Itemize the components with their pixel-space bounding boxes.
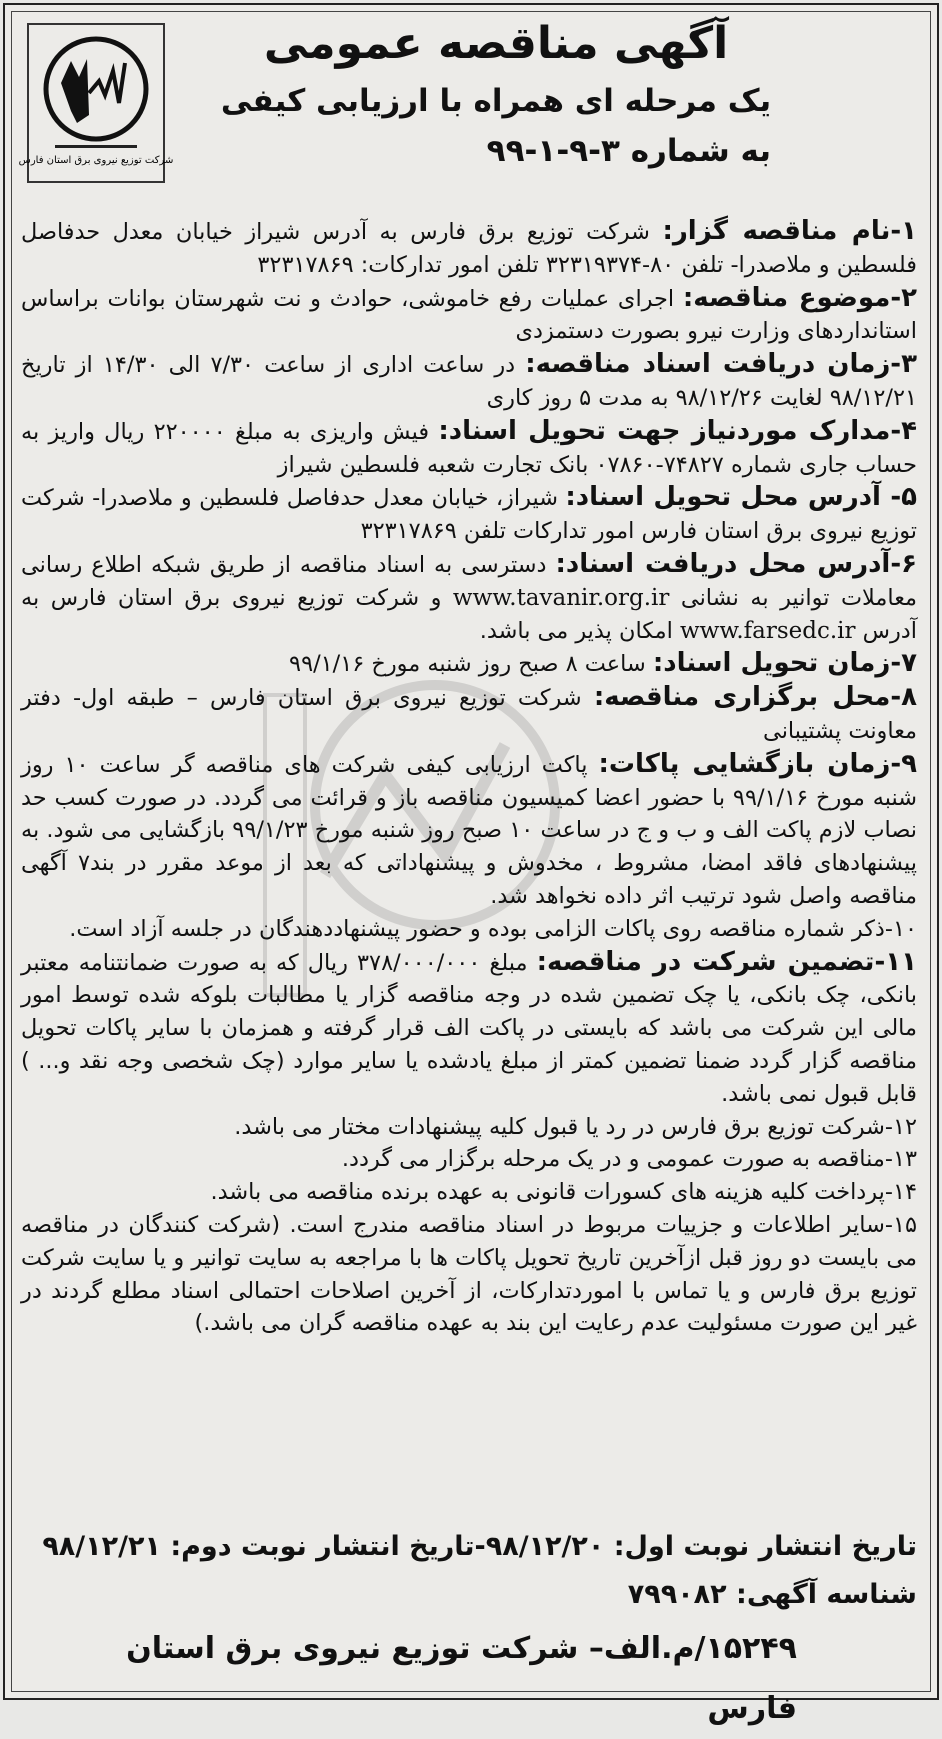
page-title: آگهی مناقصه عمومی bbox=[263, 18, 729, 69]
lightning-wave-icon bbox=[89, 63, 125, 103]
notice-body bbox=[21, 215, 917, 1340]
item-9: ۹-زمان بازگشایی پاکات: پاکت ارزیابی کیفی شرکت های مناقصه گر ساعت ۱۰ روز شنبه مورخ ۹۹/۱/۱۶ با حضور اعضا کمیسیون مناقصه باز و قرائت می گردد. در صورت کسب حد نصاب لازم پاکت الف و ب و ج در ساعت ۱۰ صبح روز شنبه مورخ ۹۹/۱/۲۳ بازگشایی می شود. به پیشنهادهای فاقد امضا، مشروط ، مخدوش و پیشنهاداتی که بعد از موعد مقرر در بند۷ آگهی مناقصه واصل شود ترتیب اثر داده نخواهد شد. bbox=[21, 748, 917, 909]
item-2: ۲-موضوع مناقصه: اجرای عملیات رفع خاموشی، حوادث و نت شهرستان بوانات براساس استانداردهای وزارت نیرو بصورت دستمزدی bbox=[21, 282, 917, 345]
item-8: ۸-محل برگزاری مناقصه: شرکت توزیع نیروی برق استان فارس – طبقه اول- دفتر معاونت پشتیبانی bbox=[21, 682, 917, 744]
item-6: ۶-آدرس محل دریافت اسناد: دسترسی به اسناد مناقصه از طریق شبکه اطلاع رسانی معاملات توانیر به نشانی www.tavanir.org.ir و شرکت توزیع نیروی برق استان فارس به آدرس www.farsedc.ir امکان پذیر می باشد. bbox=[21, 548, 917, 644]
logo-caption: شرکت توزیع نیروی برق استان فارس bbox=[18, 155, 174, 166]
item-5: ۵- آدرس محل تحویل اسناد: شیراز، خیابان معدل حدفاصل فلسطین و ملاصدرا- شرکت توزیع نیروی برق استان فارس امور تدارکات تلفن ۳۲۳۱۷۸۶۹ bbox=[21, 482, 917, 545]
item-14: ۱۴-پرداخت کلیه هزینه های کسورات قانونی به عهده برنده مناقصه می باشد. bbox=[210, 1179, 917, 1206]
item-4: ۴-مدارک موردنیاز جهت تحویل اسناد: فیش واریزی به مبلغ ۲۲۰۰۰۰ ریال واریز به حساب جاری شماره ۷۴۸۲۷-۰۷۸۶۰ بانک تجارت شعبه فلسطین شیراز bbox=[21, 415, 917, 478]
header bbox=[161, 13, 901, 175]
company-logo bbox=[18, 23, 174, 183]
ad-id: شناسه آگهی: ۷۹۹۰۸۲ bbox=[627, 1579, 917, 1610]
item-12: ۱۲-شرکت توزیع برق فارس در رد یا قبول کلیه پیشنهادات مختار می باشد. bbox=[234, 1113, 917, 1140]
item-1: ۱-نام مناقصه گزار: شرکت توزیع برق فارس به آدرس شیراز خیابان معدل حدفاصل فلسطین و ملاصدرا- تلفن ۸۰-۳۲۳۱۹۳۷۴ تلفن امور تدارکات: ۳۲۳۱۷۸۶۹ bbox=[21, 216, 918, 278]
tender-number: به شماره ۳-۹-۱-۹۹ bbox=[486, 133, 771, 169]
signature-line: ۱۵۲۴۹/م.الف– شرکت توزیع نیروی برق استان فارس bbox=[126, 1631, 797, 1726]
farsedc-url: www.farsedc.ir bbox=[679, 617, 856, 644]
page-subtitle: یک مرحله ای همراه با ارزیابی کیفی bbox=[220, 83, 772, 119]
tender-notice bbox=[3, 3, 939, 1726]
item-11: ۱۱-تضمین شرکت در مناقصه: مبلغ ۳۷۸/۰۰۰/۰۰۰ ریال که به صورت ضمانتنامه معتبر بانکی، چک بانکی، یا چک تضمین شده در وجه مناقصه گزار یا مطالبات بلوکه شده توسط امور مالی این شرکت می باشد که بایستی در پاکت الف قرار گرفته و همزمان با سایر پاکات تحویل مناقصه گزار گردد ضمنا تضمین کمتر از مبلغ یادشده یا سایر موارد (چک شخصی وجه نقد و... ) قابل قبول نمی باشد. bbox=[21, 946, 917, 1107]
publish-dates: تاریخ انتشار نوبت اول: ۹۸/۱۲/۲۰-تاریخ انتشار نوبت دوم: ۹۸/۱۲/۲۱ bbox=[42, 1531, 917, 1562]
footer bbox=[35, 1523, 917, 1739]
item-13: ۱۳-مناقصه به صورت عمومی و در یک مرحله برگزار می گردد. bbox=[341, 1146, 917, 1173]
item-15: ۱۵-سایر اطلاعات و جزییات مربوط در اسناد مناقصه مندرج است. (شرکت کنندگان در مناقصه می بایست دو روز قبل ازآخرین تاریخ تحویل پاکات ها با مراجعه به سایت توانیر و یا سایت شرکت توزیع برق فارس و یا تماس با اموردتدارکات، از آخرین اصلاحات احتمالی اسناد مطلع گردند در غیر این صورت مسئولیت عدم رعایت این بند به عهده مناقصه گران می باشد.) bbox=[21, 1211, 917, 1337]
item-3: ۳-زمان دریافت اسناد مناقصه: در ساعت اداری از ساعت ۷/۳۰ الی ۱۴/۳۰ از تاریخ ۹۸/۱۲/۲۱ لغایت ۹۸/۱۲/۲۶ به مدت ۵ روز کاری bbox=[21, 349, 917, 411]
item-10: ۱۰-ذکر شماره مناقصه روی پاکات الزامی بوده و حضور پیشنهاددهندگان در جلسه آزاد است. bbox=[69, 915, 917, 942]
lion-silhouette-icon bbox=[61, 59, 89, 123]
tavanir-url: www.tavanir.org.ir bbox=[452, 584, 670, 611]
item-7: ۷-زمان تحویل اسناد: ساعت ۸ صبح روز شنبه مورخ ۹۹/۱/۱۶ bbox=[289, 648, 917, 679]
